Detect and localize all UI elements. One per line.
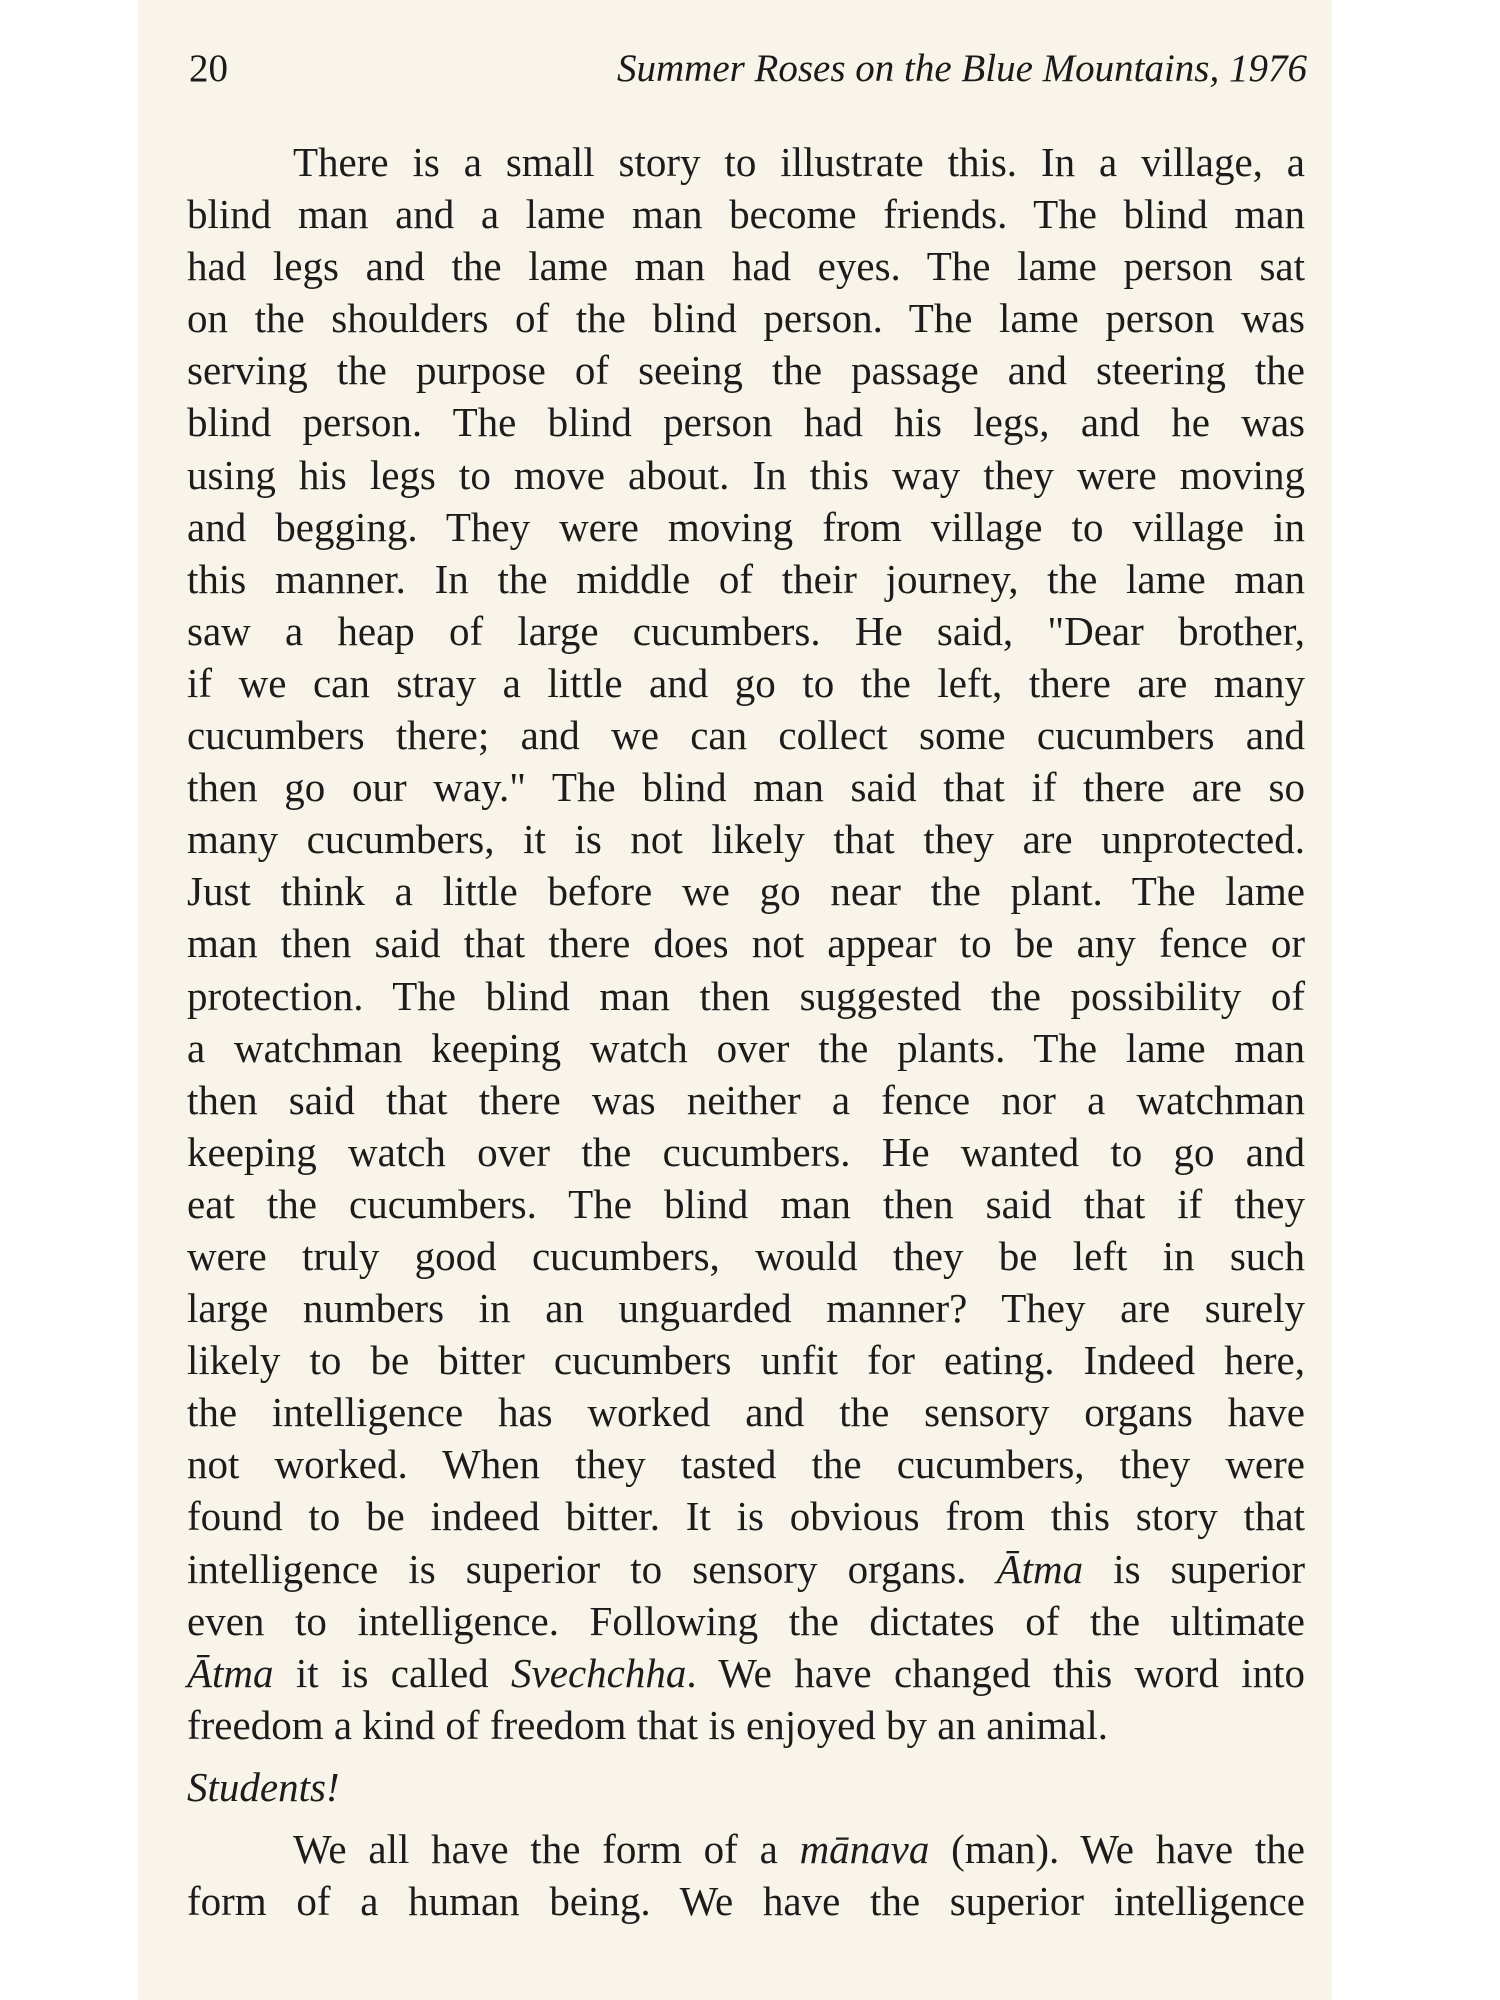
text-line: Just think a little before we go near the plant. The lame: [187, 868, 1305, 915]
text-line: then said that there was neither a fence nor a watchman: [187, 1076, 1305, 1123]
page-number: 20: [189, 47, 228, 90]
section-heading: Students!: [187, 1763, 340, 1810]
text-line: many cucumbers, it is not likely that they are unprotected.: [187, 816, 1305, 863]
text-line: if we can stray a little and go to the left, there are many: [187, 659, 1305, 706]
text-line: were truly good cucumbers, would they be left in such: [187, 1232, 1305, 1279]
text-line: even to intelligence. Following the dictates of the ultimate: [187, 1597, 1305, 1644]
text-line: blind man and a lame man become friends. The blind man: [187, 191, 1305, 238]
text-line: cucumbers there; and we can collect some cucumbers and: [187, 712, 1305, 759]
text-line: intelligence is superior to sensory organs. Ātma is superior: [187, 1545, 1305, 1592]
text-line: not worked. When they tasted the cucumbers, they were: [187, 1441, 1305, 1488]
text-line: freedom a kind of freedom that is enjoyed by an animal.: [187, 1701, 1109, 1748]
text-line: using his legs to move about. In this way they were moving: [187, 451, 1305, 498]
text-line: protection. The blind man then suggested the possibility of: [187, 972, 1305, 1019]
text-line: this manner. In the middle of their journey, the lame man: [187, 555, 1305, 602]
text-line: a watchman keeping watch over the plants. The lame man: [187, 1024, 1305, 1071]
text-line: Ātma it is called Svechchha. We have changed this word into: [187, 1649, 1305, 1696]
text-line: man then said that there does not appear to be any fence or: [187, 920, 1305, 967]
text-line: on the shoulders of the blind person. The lame person was: [187, 295, 1305, 342]
text-line: serving the purpose of seeing the passage and steering the: [187, 347, 1305, 394]
text-line: likely to be bitter cucumbers unfit for eating. Indeed here,: [187, 1337, 1305, 1384]
text-line: blind person. The blind person had his legs, and he was: [187, 399, 1305, 446]
text-line: then go our way." The blind man said that if there are so: [187, 764, 1305, 811]
running-title: Summer Roses on the Blue Mountains, 1976: [616, 47, 1307, 90]
paragraph-story: [187, 136, 1305, 1543]
text-line: large numbers in an unguarded manner? They are surely: [187, 1285, 1305, 1332]
body-text: [187, 136, 1305, 1927]
text-line: had legs and the lame man had eyes. The lame person sat: [187, 243, 1305, 290]
text-line: form of a human being. We have the superior intelligence: [187, 1878, 1305, 1924]
text-line: found to be indeed bitter. It is obvious from this story that: [187, 1493, 1305, 1540]
page-header: [189, 46, 1307, 98]
text-line: keeping watch over the cucumbers. He wanted to go and: [187, 1128, 1305, 1175]
text-line: We all have the form of a mānava (man). We have the: [293, 1825, 1305, 1872]
text-line: the intelligence has worked and the sensory organs have: [187, 1389, 1305, 1436]
text-line: There is a small story to illustrate this. In a village, a: [293, 139, 1305, 185]
text-line: eat the cucumbers. The blind man then said that if they: [187, 1180, 1305, 1227]
text-line: saw a heap of large cucumbers. He said, "Dear brother,: [187, 607, 1305, 654]
text-line: and begging. They were moving from village to village in: [187, 503, 1305, 550]
